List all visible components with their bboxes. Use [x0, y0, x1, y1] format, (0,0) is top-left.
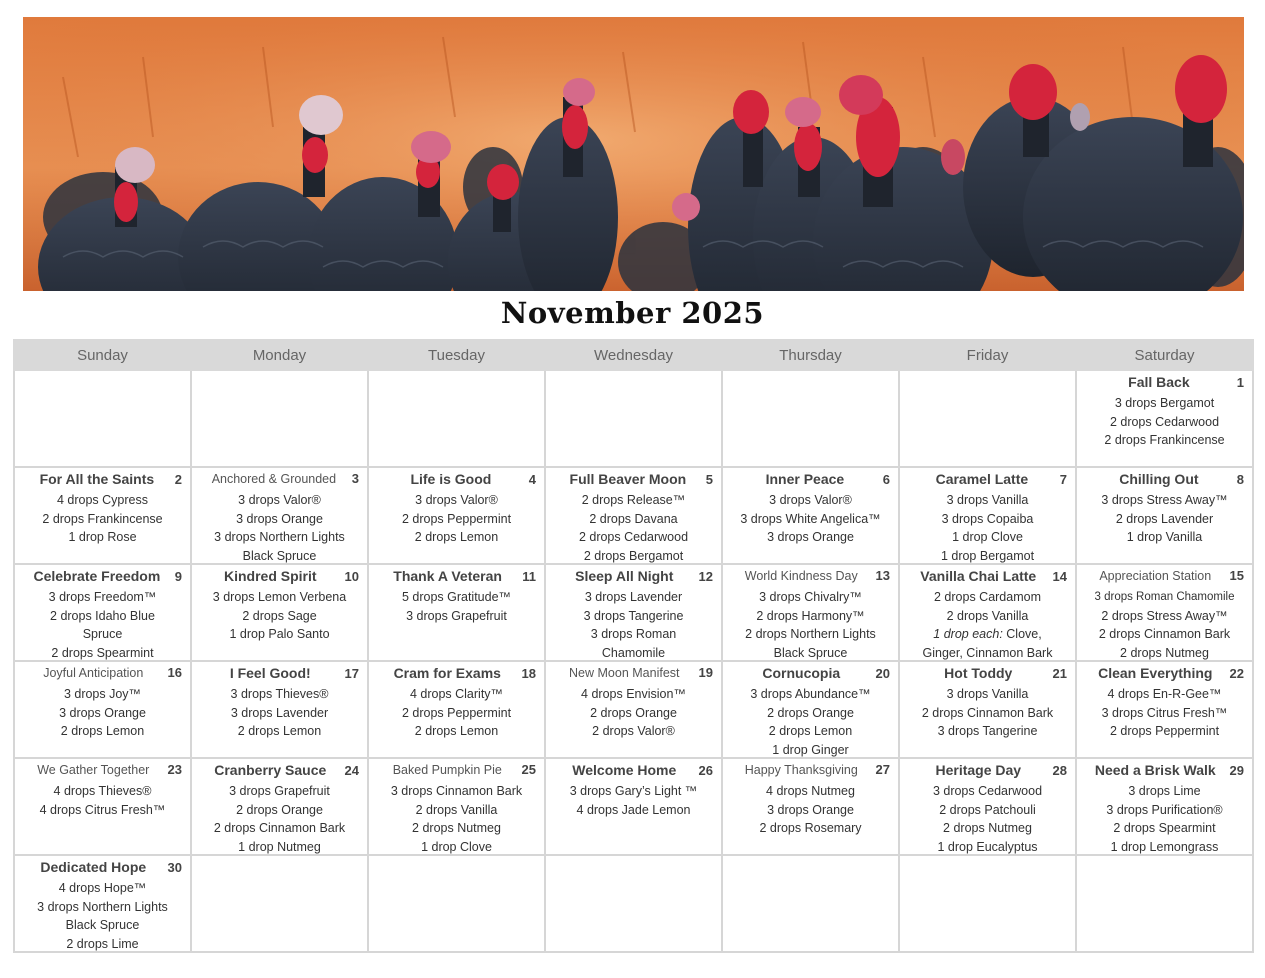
day-cell-24 [191, 758, 368, 855]
day-number: 14 [1052, 569, 1067, 584]
recipe-line: 2 drops Vanilla [946, 608, 1029, 623]
week-row [14, 370, 1253, 467]
recipe-line: 1 drop Clove [952, 530, 1023, 544]
weekday-monday: Monday [191, 340, 368, 370]
day-cell-15 [1076, 564, 1253, 661]
recipe-line: 1 drop Palo Santo [229, 627, 330, 641]
recipe-line: 4 drops Clarity™ [409, 687, 504, 701]
recipe-line: 3 drops Chivalry™ [759, 590, 862, 604]
recipe-line: 3 drops Joy™ [63, 687, 142, 701]
recipe-line: 3 drops Stress Away™ [1101, 493, 1228, 507]
day-title: Need a Brisk Walk [1094, 762, 1216, 778]
recipe-line: 3 drops Roman Chamomile [1094, 591, 1235, 603]
day-cell-13 [722, 564, 899, 661]
recipe-line: 2 drops Peppermint [1109, 724, 1220, 738]
day-number: 13 [875, 568, 890, 583]
recipe-line: 2 drops Valor® [592, 724, 675, 738]
day-cell-9 [14, 564, 191, 661]
recipe-line: 2 drops Davana [589, 511, 678, 526]
day-number: 3 [351, 471, 359, 486]
recipe-line: 2 drops Peppermint [401, 511, 512, 526]
day-cell-5 [545, 467, 722, 564]
day-cell-7 [899, 467, 1076, 564]
empty-day-cell [14, 370, 191, 467]
page-title: November 2025 [500, 296, 765, 330]
recipe-line: 2 drops Lemon [237, 724, 322, 738]
recipe-line: 2 drops Cedarwood [1109, 414, 1220, 429]
day-title: Cranberry Sauce [214, 762, 327, 778]
recipe-line: 2 drops Stress Away™ [1101, 608, 1228, 623]
day-number: 20 [875, 666, 890, 681]
recipe-line: 1 drop Vanilla [1126, 530, 1203, 544]
empty-day-cell [368, 370, 545, 467]
empty-day-cell [1076, 855, 1253, 952]
recipe-line: 2 drops Lavender [1115, 511, 1214, 526]
recipe-line: 1 drop Eucalyptus [937, 839, 1038, 854]
day-title: Fall Back [1128, 374, 1190, 390]
empty-day-cell [722, 855, 899, 952]
recipe-line: 2 drops Cedarwood [578, 530, 689, 544]
day-number: 19 [698, 665, 713, 680]
day-title: We Gather Together [37, 763, 150, 777]
recipe-line: 2 drops Lemon [414, 530, 499, 544]
day-title: Kindred Spirit [223, 568, 317, 584]
weekday-tuesday: Tuesday [368, 340, 545, 370]
weekday-thursday: Thursday [722, 340, 899, 370]
day-cell-27 [722, 758, 899, 855]
day-number: 30 [167, 860, 182, 875]
day-number: 2 [174, 472, 182, 487]
turkeys-photo [23, 17, 1244, 291]
day-title: Celebrate Freedom [33, 568, 161, 584]
day-cell-19 [545, 661, 722, 758]
recipe-line: 3 drops Valor® [769, 493, 852, 507]
day-cell-28 [899, 758, 1076, 855]
recipe-line: 3 drops Orange [236, 511, 323, 526]
each-label: 1 drop each: [933, 627, 1003, 641]
day-title: Sleep All Night [575, 568, 674, 584]
recipe-line: 1 drop Bergamot [940, 548, 1035, 563]
day-number: 4 [528, 472, 536, 487]
day-title: Hot Toddy [944, 665, 1013, 681]
day-number: 21 [1052, 666, 1067, 681]
day-cell-21 [899, 661, 1076, 758]
empty-day-cell [545, 370, 722, 467]
recipe-line: 2 drops Orange [767, 705, 854, 720]
recipe-line: 2 drops Frankincense [42, 511, 163, 526]
day-number: 11 [522, 569, 536, 584]
empty-day-cell [368, 855, 545, 952]
empty-day-cell [545, 855, 722, 952]
recipe-line: 2 drops Rosemary [759, 821, 862, 835]
day-cell-1 [1076, 370, 1253, 467]
recipe-line: 2 drops Frankincense [1104, 433, 1225, 447]
recipe-line: 3 drops Thieves® [230, 687, 329, 701]
recipe-line: 3 drops White Angelica™ [740, 511, 881, 526]
day-cell-8 [1076, 467, 1253, 564]
recipe-line: 3 drops Bergamot [1114, 396, 1215, 410]
day-cell-16 [14, 661, 191, 758]
day-number: 17 [344, 666, 359, 681]
week-row [14, 564, 1253, 661]
recipe-line: 3 drops Valor® [238, 493, 321, 507]
day-number: 9 [174, 569, 182, 584]
day-number: 10 [344, 569, 359, 584]
day-number: 6 [882, 472, 890, 487]
weekday-header-row [14, 340, 1253, 370]
recipe-line [900, 625, 1075, 644]
recipe-line: 2 drops Cardamom [934, 590, 1041, 604]
day-number: 16 [167, 665, 182, 680]
recipe-line: 3 drops Tangerine [937, 724, 1038, 738]
day-title: New Moon Manifest [569, 666, 680, 680]
day-title: For All the Saints [39, 471, 155, 487]
recipe-line: 3 drops Lemon Verbena [212, 590, 347, 604]
recipe-line: 3 drops Grapefruit [406, 608, 507, 623]
recipe-line: 2 drops Patchouli [939, 802, 1036, 817]
day-number: 8 [1236, 472, 1244, 487]
recipe-line: 3 drops Abundance™ [750, 687, 871, 701]
recipe-line: 4 drops Thieves® [53, 784, 152, 798]
recipe-line: 3 drops Cedarwood [932, 784, 1043, 798]
day-cell-14 [899, 564, 1076, 661]
empty-day-cell [722, 370, 899, 467]
recipe-line: 3 drops Copaiba [941, 511, 1034, 526]
day-number: 28 [1052, 763, 1067, 778]
recipe-line: 3 drops Lavender [230, 705, 329, 720]
day-number: 27 [875, 762, 890, 777]
recipe-line: 3 drops Freedom™ [48, 590, 157, 604]
recipe-line: 2 drops Harmony™ [756, 608, 865, 623]
empty-day-cell [899, 370, 1076, 467]
recipe-line: 3 drops Vanilla [946, 687, 1029, 701]
day-title: Dedicated Hope [40, 859, 147, 875]
weekday-wednesday: Wednesday [545, 340, 722, 370]
recipe-line: 2 drops Lime [66, 936, 139, 951]
each-rest: Clove, [1002, 627, 1042, 641]
day-number: 1 [1236, 375, 1244, 390]
day-title: Welcome Home [572, 762, 677, 778]
recipe-line: 2 drops Cinnamon Bark [921, 705, 1054, 720]
week-row [14, 758, 1253, 855]
recipe-line: 3 drops Lavender [584, 590, 683, 604]
recipe-line: 3 drops Northern Lights [37, 899, 168, 914]
day-number: 29 [1229, 763, 1244, 778]
recipe-line: 3 drops Tangerine [583, 608, 684, 623]
day-title: Heritage Day [935, 762, 1022, 778]
day-cell-3 [191, 467, 368, 564]
day-title: Vanilla Chai Latte [920, 568, 1037, 584]
day-cell-10 [191, 564, 368, 661]
recipe-line: 3 drops Orange [59, 705, 146, 720]
recipe-line: 3 drops Roman [590, 627, 677, 641]
weekday-saturday: Saturday [1076, 340, 1253, 370]
recipe-line: 2 drops Spearmint [51, 645, 154, 660]
day-cell-22 [1076, 661, 1253, 758]
day-number: 18 [521, 666, 536, 681]
day-title: Clean Everything [1098, 665, 1213, 681]
day-cell-4 [368, 467, 545, 564]
recipe-line: 4 drops Nutmeg [766, 784, 855, 798]
week-row [14, 855, 1253, 952]
recipe-line: 2 drops Release™ [581, 493, 686, 507]
day-cell-30 [14, 855, 191, 952]
recipe-line: Ginger, Cinnamon Bark [922, 645, 1053, 660]
recipe-line: Chamomile [601, 645, 666, 660]
day-title: Happy Thanksgiving [744, 763, 858, 777]
day-cell-29 [1076, 758, 1253, 855]
day-cell-2 [14, 467, 191, 564]
day-cell-26 [545, 758, 722, 855]
recipe-line: 3 drops Valor® [415, 493, 498, 507]
day-cell-23 [14, 758, 191, 855]
recipe-line: 2 drops Lemon [768, 724, 853, 738]
day-number: 26 [698, 763, 713, 778]
recipe-line: 2 drops Vanilla [415, 802, 498, 817]
calendar-grid [13, 339, 1254, 953]
recipe-line: 2 drops Orange [236, 802, 323, 817]
recipe-line: 4 drops Citrus Fresh™ [39, 802, 166, 817]
recipe-line: 3 drops Cinnamon Bark [390, 784, 523, 798]
recipe-line: 2 drops Lemon [414, 724, 499, 738]
recipe-line: 3 drops Orange [767, 530, 854, 544]
day-number: 23 [167, 762, 182, 777]
recipe-line: 2 drops Lemon [60, 724, 145, 738]
recipe-line: 4 drops Hope™ [58, 881, 147, 895]
recipe-line: 2 drops Spearmint [1113, 821, 1216, 835]
week-row [14, 661, 1253, 758]
day-title: Inner Peace [765, 471, 845, 487]
day-title: Joyful Anticipation [43, 666, 144, 680]
recipe-line: Black Spruce [773, 645, 848, 660]
day-cell-6 [722, 467, 899, 564]
recipe-line: 1 drop Lemongrass [1110, 839, 1219, 854]
day-title: World Kindness Day [744, 569, 858, 583]
day-number: 25 [521, 762, 536, 777]
day-title: Life is Good [410, 471, 492, 487]
day-cell-20 [722, 661, 899, 758]
day-title: Appreciation Station [1099, 569, 1212, 583]
recipe-line: 3 drops Orange [767, 802, 854, 817]
recipe-line: 3 drops Purification® [1106, 802, 1223, 817]
recipe-line: 2 drops Nutmeg [943, 821, 1032, 835]
recipe-line: Black Spruce [65, 918, 140, 932]
recipe-line: 2 drops Cinnamon Bark [213, 821, 346, 835]
recipe-line: 1 drop Ginger [772, 742, 849, 757]
day-title: Full Beaver Moon [569, 471, 687, 487]
recipe-line: 2 drops Bergamot [583, 548, 684, 563]
recipe-line: Black Spruce [242, 548, 317, 563]
day-cell-12 [545, 564, 722, 661]
recipe-line: 4 drops Envision™ [581, 687, 686, 701]
day-title: Cram for Exams [393, 665, 501, 681]
recipe-line: 4 drops Jade Lemon [576, 802, 691, 817]
day-cell-17 [191, 661, 368, 758]
recipe-line: 2 drops Orange [590, 705, 677, 720]
day-title: Anchored & Grounded [211, 472, 337, 486]
day-number: 12 [698, 569, 713, 584]
day-title: Cornucopia [762, 665, 841, 681]
day-title: I Feel Good! [229, 665, 311, 681]
recipe-line: 2 drops Peppermint [401, 705, 512, 720]
day-title: Baked Pumpkin Pie [392, 763, 502, 777]
day-title: Thank A Veteran [393, 568, 502, 584]
day-cell-11 [368, 564, 545, 661]
recipe-line: 4 drops En-R-Gee™ [1107, 687, 1222, 701]
day-title: Caramel Latte [935, 471, 1029, 487]
recipe-line: 2 drops Sage [242, 608, 317, 623]
recipe-line: 2 drops Idaho Blue Spruce [50, 608, 155, 641]
day-cell-18 [368, 661, 545, 758]
day-cell-25 [368, 758, 545, 855]
recipe-line: 3 drops Citrus Fresh™ [1101, 705, 1228, 720]
day-number: 22 [1229, 666, 1244, 681]
recipe-line: 1 drop Nutmeg [238, 839, 321, 854]
day-number: 7 [1059, 472, 1067, 487]
recipe-line: 3 drops Gary’s Light ™ [569, 784, 698, 798]
recipe-line: 3 drops Grapefruit [229, 784, 330, 798]
weekday-sunday: Sunday [14, 340, 191, 370]
day-title: Chilling Out [1119, 471, 1199, 487]
recipe-line: 2 drops Nutmeg [1120, 645, 1209, 660]
recipe-line: 4 drops Cypress [56, 493, 148, 507]
recipe-line: 2 drops Nutmeg [412, 821, 501, 835]
recipe-line: 1 drop Rose [68, 530, 137, 544]
weekday-friday: Friday [899, 340, 1076, 370]
day-number: 15 [1229, 568, 1244, 583]
day-number: 5 [705, 472, 713, 487]
recipe-line: 5 drops Gratitude™ [401, 590, 512, 604]
empty-day-cell [191, 855, 368, 952]
empty-day-cell [899, 855, 1076, 952]
recipe-line: 3 drops Northern Lights [214, 530, 345, 544]
recipe-line: 2 drops Northern Lights [745, 627, 876, 641]
week-row [14, 467, 1253, 564]
recipe-line: 1 drop Clove [421, 839, 492, 854]
recipe-line: 3 drops Lime [1128, 784, 1201, 798]
recipe-line: 2 drops Cinnamon Bark [1098, 627, 1231, 641]
day-number: 24 [344, 763, 359, 778]
turkeys-banner-image [23, 17, 1244, 291]
recipe-line: 3 drops Vanilla [946, 493, 1029, 507]
empty-day-cell [191, 370, 368, 467]
